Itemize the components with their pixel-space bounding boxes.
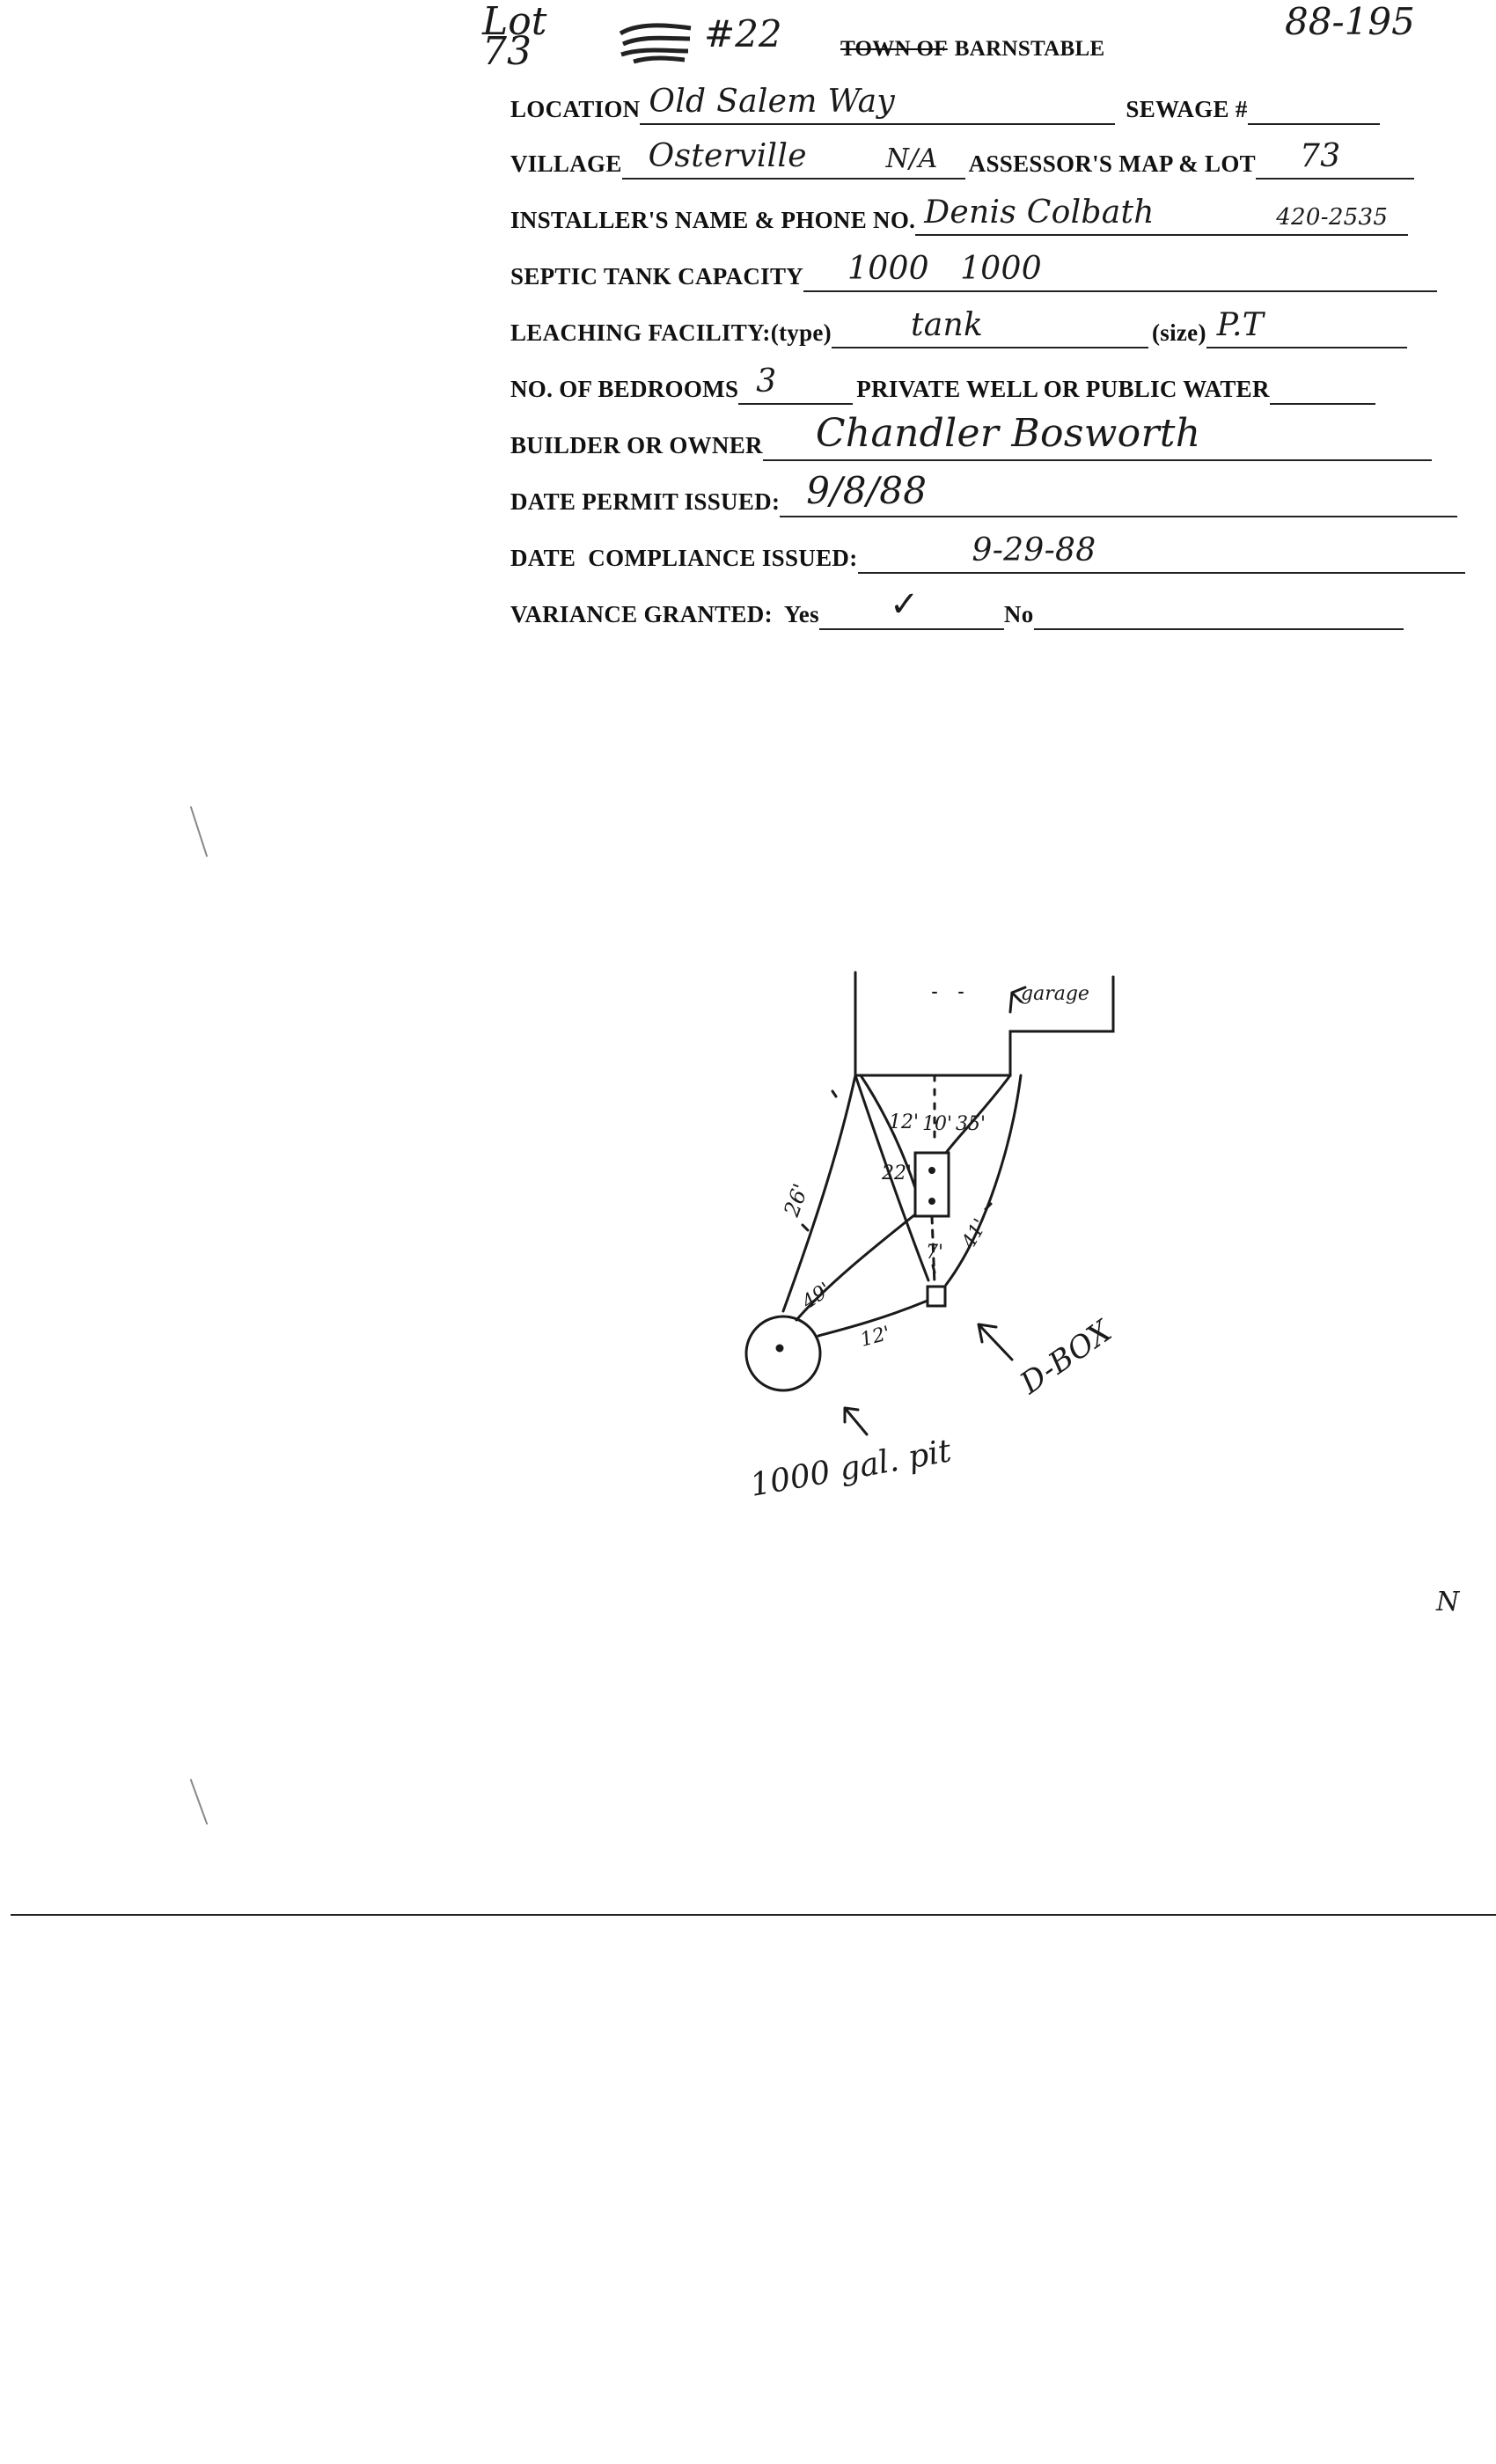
tank-inlet — [930, 1169, 935, 1173]
variance-label: VARIANCE GRANTED: Yes — [510, 601, 819, 627]
location-label: LOCATION — [510, 96, 641, 122]
dbox-pointer-arrow — [979, 1324, 1012, 1360]
sewage-label: SEWAGE # — [1126, 96, 1248, 122]
lot-note: Lot 73 — [482, 0, 547, 74]
septic-tank — [915, 1153, 949, 1216]
dim-h: 41' — [957, 1215, 993, 1252]
village-note: N/A — [885, 143, 938, 174]
distribution-box — [928, 1287, 945, 1306]
dim-a: 12' — [889, 1111, 920, 1133]
tank-outlet — [930, 1199, 935, 1204]
leaching-pit — [746, 1316, 820, 1390]
heading-town-of: TOWN OF — [840, 37, 948, 61]
installer-label: INSTALLER'S NAME & PHONE NO. — [510, 207, 916, 233]
installer-value: Denis Colbath — [924, 194, 1155, 231]
permit-date-value: 9/8/88 — [806, 469, 928, 512]
compliance-date-value: 9-29-88 — [972, 532, 1096, 568]
heading-town: BARNSTABLE — [954, 37, 1105, 61]
dim-i: 12' — [858, 1322, 893, 1352]
dim-f: 49' — [798, 1278, 836, 1314]
assessor-label: ASSESSOR'S MAP & LOT — [968, 150, 1256, 177]
leaching-size-value: P.T — [1216, 307, 1265, 343]
dim-c: 35' — [956, 1113, 986, 1135]
village-label: VILLAGE — [510, 150, 622, 177]
dim-b: 10' — [922, 1113, 953, 1135]
water-label: PRIVATE WELL OR PUBLIC WATER — [856, 376, 1270, 402]
builder-value: Chandler Bosworth — [815, 411, 1201, 456]
dim-d: 22' — [882, 1162, 913, 1184]
pit-pointer-arrow — [845, 1408, 867, 1434]
compliance-date-label: DATE COMPLIANCE ISSUED: — [510, 545, 858, 571]
dim-g: 7' — [926, 1242, 944, 1264]
builder-label: BUILDER OR OWNER — [510, 432, 763, 458]
permit-date-label: DATE PERMIT ISSUED: — [510, 488, 781, 515]
assessor-value: 73 — [1299, 138, 1341, 174]
pit-label: 1000 gal. pit — [747, 1433, 955, 1504]
number-note: #22 — [704, 12, 782, 55]
septic-value: 1000 1000 — [847, 251, 1042, 287]
tie-line-right-to-dbox — [946, 1075, 1021, 1285]
location-value: Old Salem Way — [649, 84, 896, 120]
leaching-type-value: tank — [910, 307, 984, 343]
pit-center — [777, 1346, 782, 1351]
permit-number: 88-195 — [1285, 0, 1415, 43]
right-mark: N — [1436, 1587, 1460, 1617]
garage-label: garage — [1021, 983, 1089, 1005]
bedrooms-value: 3 — [756, 363, 777, 400]
dim-e: 26' — [779, 1180, 814, 1221]
bedrooms-label: NO. OF BEDROOMS — [510, 376, 739, 402]
leaching-size-label: (size) — [1151, 319, 1206, 346]
village-value: Osterville — [648, 138, 807, 174]
variance-no-label: No — [1003, 601, 1034, 627]
page-divider-line — [11, 1914, 1496, 1916]
dbox-label: D-BOX — [1014, 1313, 1118, 1402]
leaching-type-label: LEACHING FACILITY:(type) — [510, 319, 832, 346]
variance-yes-check: ✓ — [889, 584, 920, 625]
septic-label: SEPTIC TANK CAPACITY — [510, 263, 804, 290]
installer-phone: 420-2535 — [1276, 204, 1389, 231]
